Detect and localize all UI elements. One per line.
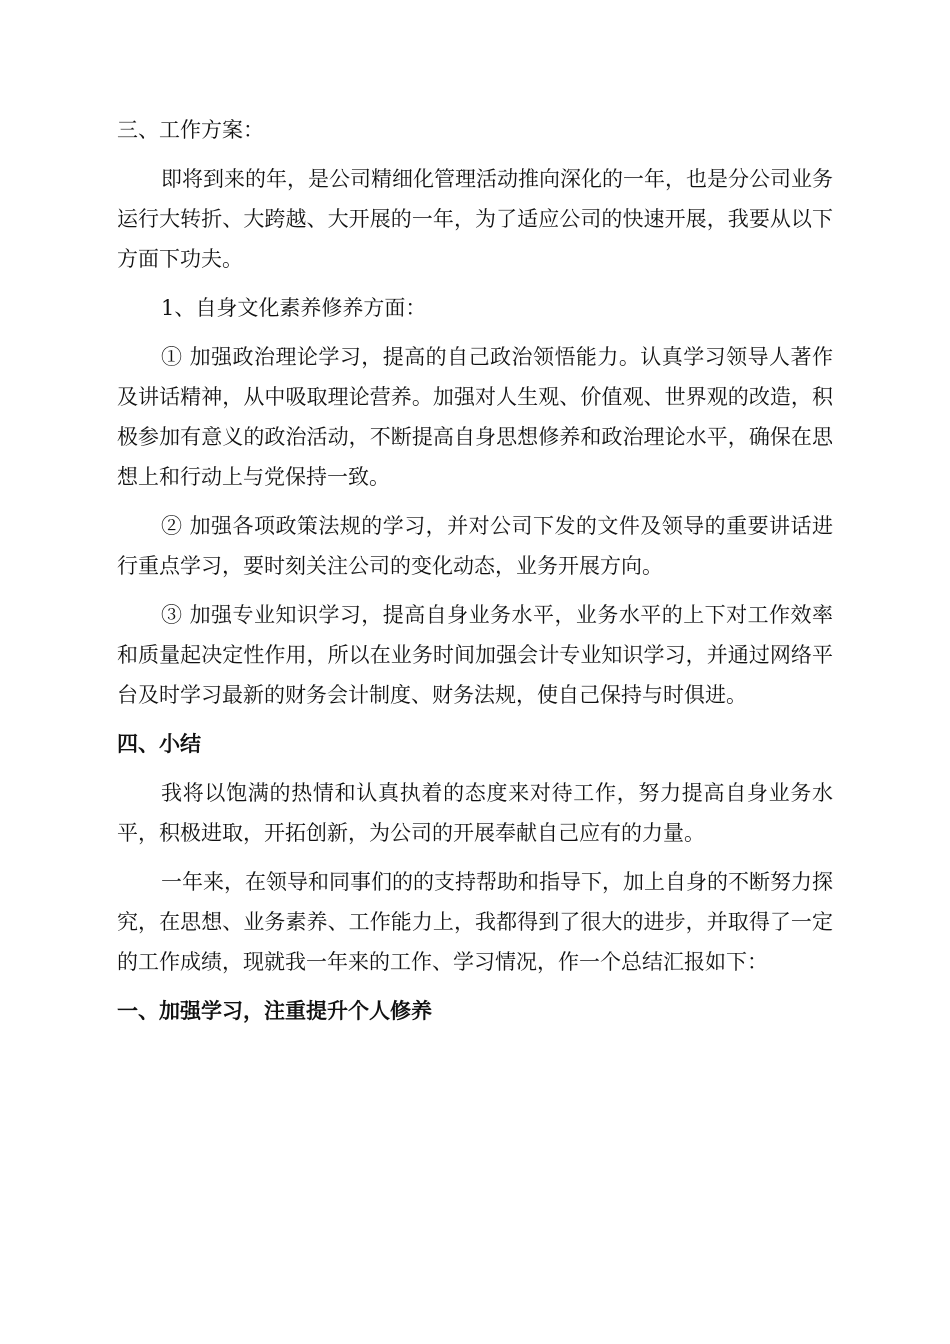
section-heading-work-plan: 三、工作方案： — [117, 118, 264, 142]
paragraph-item-3: ③ 加强专业知识学习，提高自身业务水平，业务水平的上下对工作效率和质量起决定性作用，所以在业务时间加强会计专业知识学习，并通过网络平台及时学习最新的财务会计制度、财务法规，使自己保持与时俱进。 — [117, 603, 833, 707]
paragraph-intro: 即将到来的年，是公司精细化管理活动推向深化的一年，也是分公司业务运行大转折、大跨越、大开展的一年，为了适应公司的快速开展，我要从以下方面下功夫。 — [117, 167, 833, 271]
section-heading-study: 一、加强学习，注重提升个人修养 — [117, 998, 432, 1023]
document-page — [117, 110, 833, 1040]
paragraph-summary-1: 我将以饱满的热情和认真执着的态度来对待工作，努力提高自身业务水平，积极进取，开拓创新，为公司的开展奉献自己应有的力量。 — [117, 781, 833, 845]
paragraph-subheading-culture: 1、自身文化素养修养方面： — [161, 296, 427, 320]
paragraph-summary-2: 一年来，在领导和同事们的的支持帮助和指导下，加上自身的不断努力探究，在思想、业务素养、工作能力上，我都得到了很大的进步，并取得了一定的工作成绩，现就我一年来的工作、学习情况，作一个总结汇报如下： — [117, 870, 833, 974]
paragraph-item-2: ② 加强各项政策法规的学习，并对公司下发的文件及领导的重要讲话进行重点学习，要时刻关注公司的变化动态，业务开展方向。 — [117, 514, 833, 578]
paragraph-item-1: ① 加强政治理论学习，提高的自己政治领悟能力。认真学习领导人著作及讲话精神，从中吸取理论营养。加强对人生观、价值观、世界观的改造，积极参加有意义的政治活动，不断提高自身思想修养和政治理论水平，确保在思想上和行动上与党保持一致。 — [117, 345, 833, 489]
section-heading-summary: 四、小结 — [117, 731, 201, 756]
